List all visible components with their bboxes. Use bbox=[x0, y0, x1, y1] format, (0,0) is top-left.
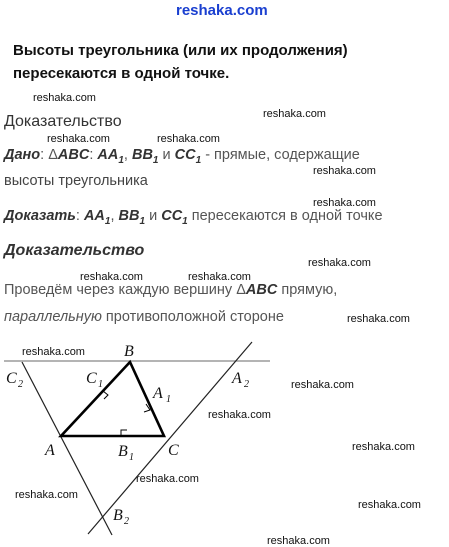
watermark: reshaka.com bbox=[33, 92, 96, 104]
given-label: Дано bbox=[4, 147, 41, 163]
right-angle-mark-c1 bbox=[103, 391, 108, 399]
proof-text-line-1: Проведём через каждую вершину ΔABC прямую, bbox=[4, 282, 338, 298]
given-triangle: ABC bbox=[57, 147, 90, 163]
theorem-line-1: Высоты треугольника (или их продолжения) bbox=[13, 42, 348, 59]
svg-text:1: 1 bbox=[129, 452, 134, 463]
svg-text:1: 1 bbox=[98, 379, 103, 390]
label-b: B bbox=[124, 343, 134, 360]
proof-heading-2: Доказательство bbox=[4, 242, 145, 259]
watermark: reshaka.com bbox=[308, 257, 371, 269]
given-bb1: BB bbox=[131, 147, 153, 163]
proof-heading: Доказательство bbox=[4, 113, 122, 130]
watermark: reshaka.com bbox=[313, 165, 376, 177]
label-b1: B bbox=[118, 443, 128, 460]
watermark: reshaka.com bbox=[22, 346, 85, 358]
svg-text:2: 2 bbox=[244, 379, 249, 390]
watermark: reshaka.com bbox=[47, 133, 110, 145]
prove-cc1: CC bbox=[161, 208, 183, 224]
watermark-top: reshaka.com bbox=[176, 2, 268, 19]
label-c1: C bbox=[86, 370, 97, 387]
given-rest: - прямые, содержащие bbox=[205, 147, 360, 163]
watermark: reshaka.com bbox=[263, 108, 326, 120]
given-cc1: CC bbox=[174, 147, 196, 163]
watermark: reshaka.com bbox=[352, 441, 415, 453]
watermark: reshaka.com bbox=[358, 499, 421, 511]
watermark: reshaka.com bbox=[208, 409, 271, 421]
watermark: reshaka.com bbox=[313, 197, 376, 209]
watermark: reshaka.com bbox=[347, 313, 410, 325]
watermark: reshaka.com bbox=[15, 489, 78, 501]
prove-label: Доказать bbox=[4, 208, 76, 224]
label-a1: A bbox=[153, 385, 163, 402]
triangle-symbol: Δ bbox=[48, 147, 58, 163]
watermark: reshaka.com bbox=[136, 473, 199, 485]
label-c2: C bbox=[6, 370, 17, 387]
prove-rest: пересекаются в одной точке bbox=[191, 208, 383, 224]
label-a: A bbox=[45, 442, 55, 459]
given-line: Дано: ΔABC: $AA_1$, $BB_1$ и $CC_1$ - прямые, содержащие bbox=[4, 147, 360, 166]
prove-line: Доказать: $AA_1$, $BB_1$ и $CC_1$ пересекаются в одной точке bbox=[4, 208, 383, 227]
svg-text:2: 2 bbox=[124, 516, 129, 527]
proof-text-line-2: параллельную противоположной стороне bbox=[4, 309, 284, 325]
triangle-abc bbox=[61, 362, 164, 436]
label-b2: B bbox=[113, 507, 123, 524]
watermark: reshaka.com bbox=[80, 271, 143, 283]
given-aa1: AA bbox=[97, 147, 119, 163]
watermark: reshaka.com bbox=[267, 535, 330, 547]
prove-bb1: BB bbox=[118, 208, 140, 224]
triangle-symbol: Δ bbox=[236, 282, 246, 298]
svg-text:1: 1 bbox=[166, 394, 171, 405]
watermark: reshaka.com bbox=[188, 271, 251, 283]
svg-text:2: 2 bbox=[18, 379, 23, 390]
given-line-2: высоты треугольника bbox=[4, 173, 148, 189]
prove-aa1: AA bbox=[83, 208, 105, 224]
watermark: reshaka.com bbox=[291, 379, 354, 391]
watermark: reshaka.com bbox=[157, 133, 220, 145]
theorem-line-2: пересекаются в одной точке. bbox=[13, 65, 230, 82]
parallel-line-through-c bbox=[88, 342, 252, 534]
label-a2: A bbox=[232, 370, 242, 387]
label-c: C bbox=[168, 442, 179, 459]
